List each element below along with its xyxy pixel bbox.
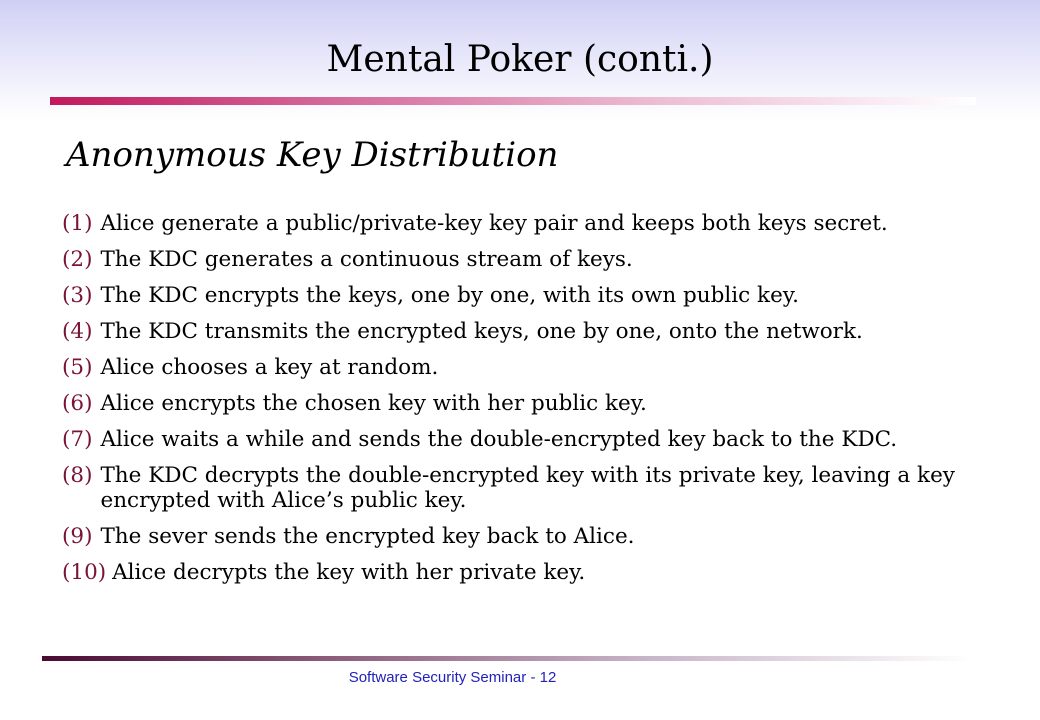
step-text: Alice generate a public/private-key key pair and keeps both keys secret. — [100, 211, 888, 236]
footer-divider — [42, 656, 972, 661]
step-item — [62, 283, 992, 308]
title-divider — [50, 97, 976, 105]
slide-subtitle: Anonymous Key Distribution — [66, 135, 559, 175]
step-number: (2) — [62, 247, 93, 272]
step-item — [62, 560, 992, 585]
step-number: (3) — [62, 283, 93, 308]
step-number: (4) — [62, 319, 93, 344]
step-list — [62, 211, 992, 596]
step-number: (6) — [62, 391, 93, 416]
step-text: Alice waits a while and sends the double-encrypted key back to the KDC. — [100, 427, 898, 452]
step-item — [62, 355, 992, 380]
step-text: Alice chooses a key at random. — [100, 355, 439, 380]
step-text: Alice decrypts the key with her private key. — [112, 560, 586, 585]
step-number: (5) — [62, 355, 93, 380]
step-item — [62, 427, 992, 452]
step-item — [62, 391, 992, 416]
slide-title: Mental Poker (conti.) — [326, 39, 714, 80]
step-number: (7) — [62, 427, 93, 452]
step-text: The KDC transmits the encrypted keys, one by one, onto the network. — [100, 319, 863, 344]
step-item — [62, 524, 992, 549]
step-item — [62, 211, 992, 236]
step-number: (8) — [62, 463, 93, 488]
footer-text: Software Security Seminar - 12 — [348, 669, 557, 686]
step-text: The KDC decrypts the double-encrypted key with its private key, leaving a key encrypted with Alice’s public key. — [100, 463, 955, 513]
step-text: The sever sends the encrypted key back to Alice. — [100, 524, 635, 549]
step-number: (1) — [62, 211, 93, 236]
step-text: The KDC generates a continuous stream of keys. — [100, 247, 633, 272]
step-text: The KDC encrypts the keys, one by one, with its own public key. — [100, 283, 799, 308]
step-item — [62, 319, 992, 344]
step-item — [62, 247, 992, 272]
step-item — [62, 463, 992, 513]
step-number: (10) — [62, 560, 107, 585]
step-text: Alice encrypts the chosen key with her public key. — [100, 391, 647, 416]
step-number: (9) — [62, 524, 93, 549]
